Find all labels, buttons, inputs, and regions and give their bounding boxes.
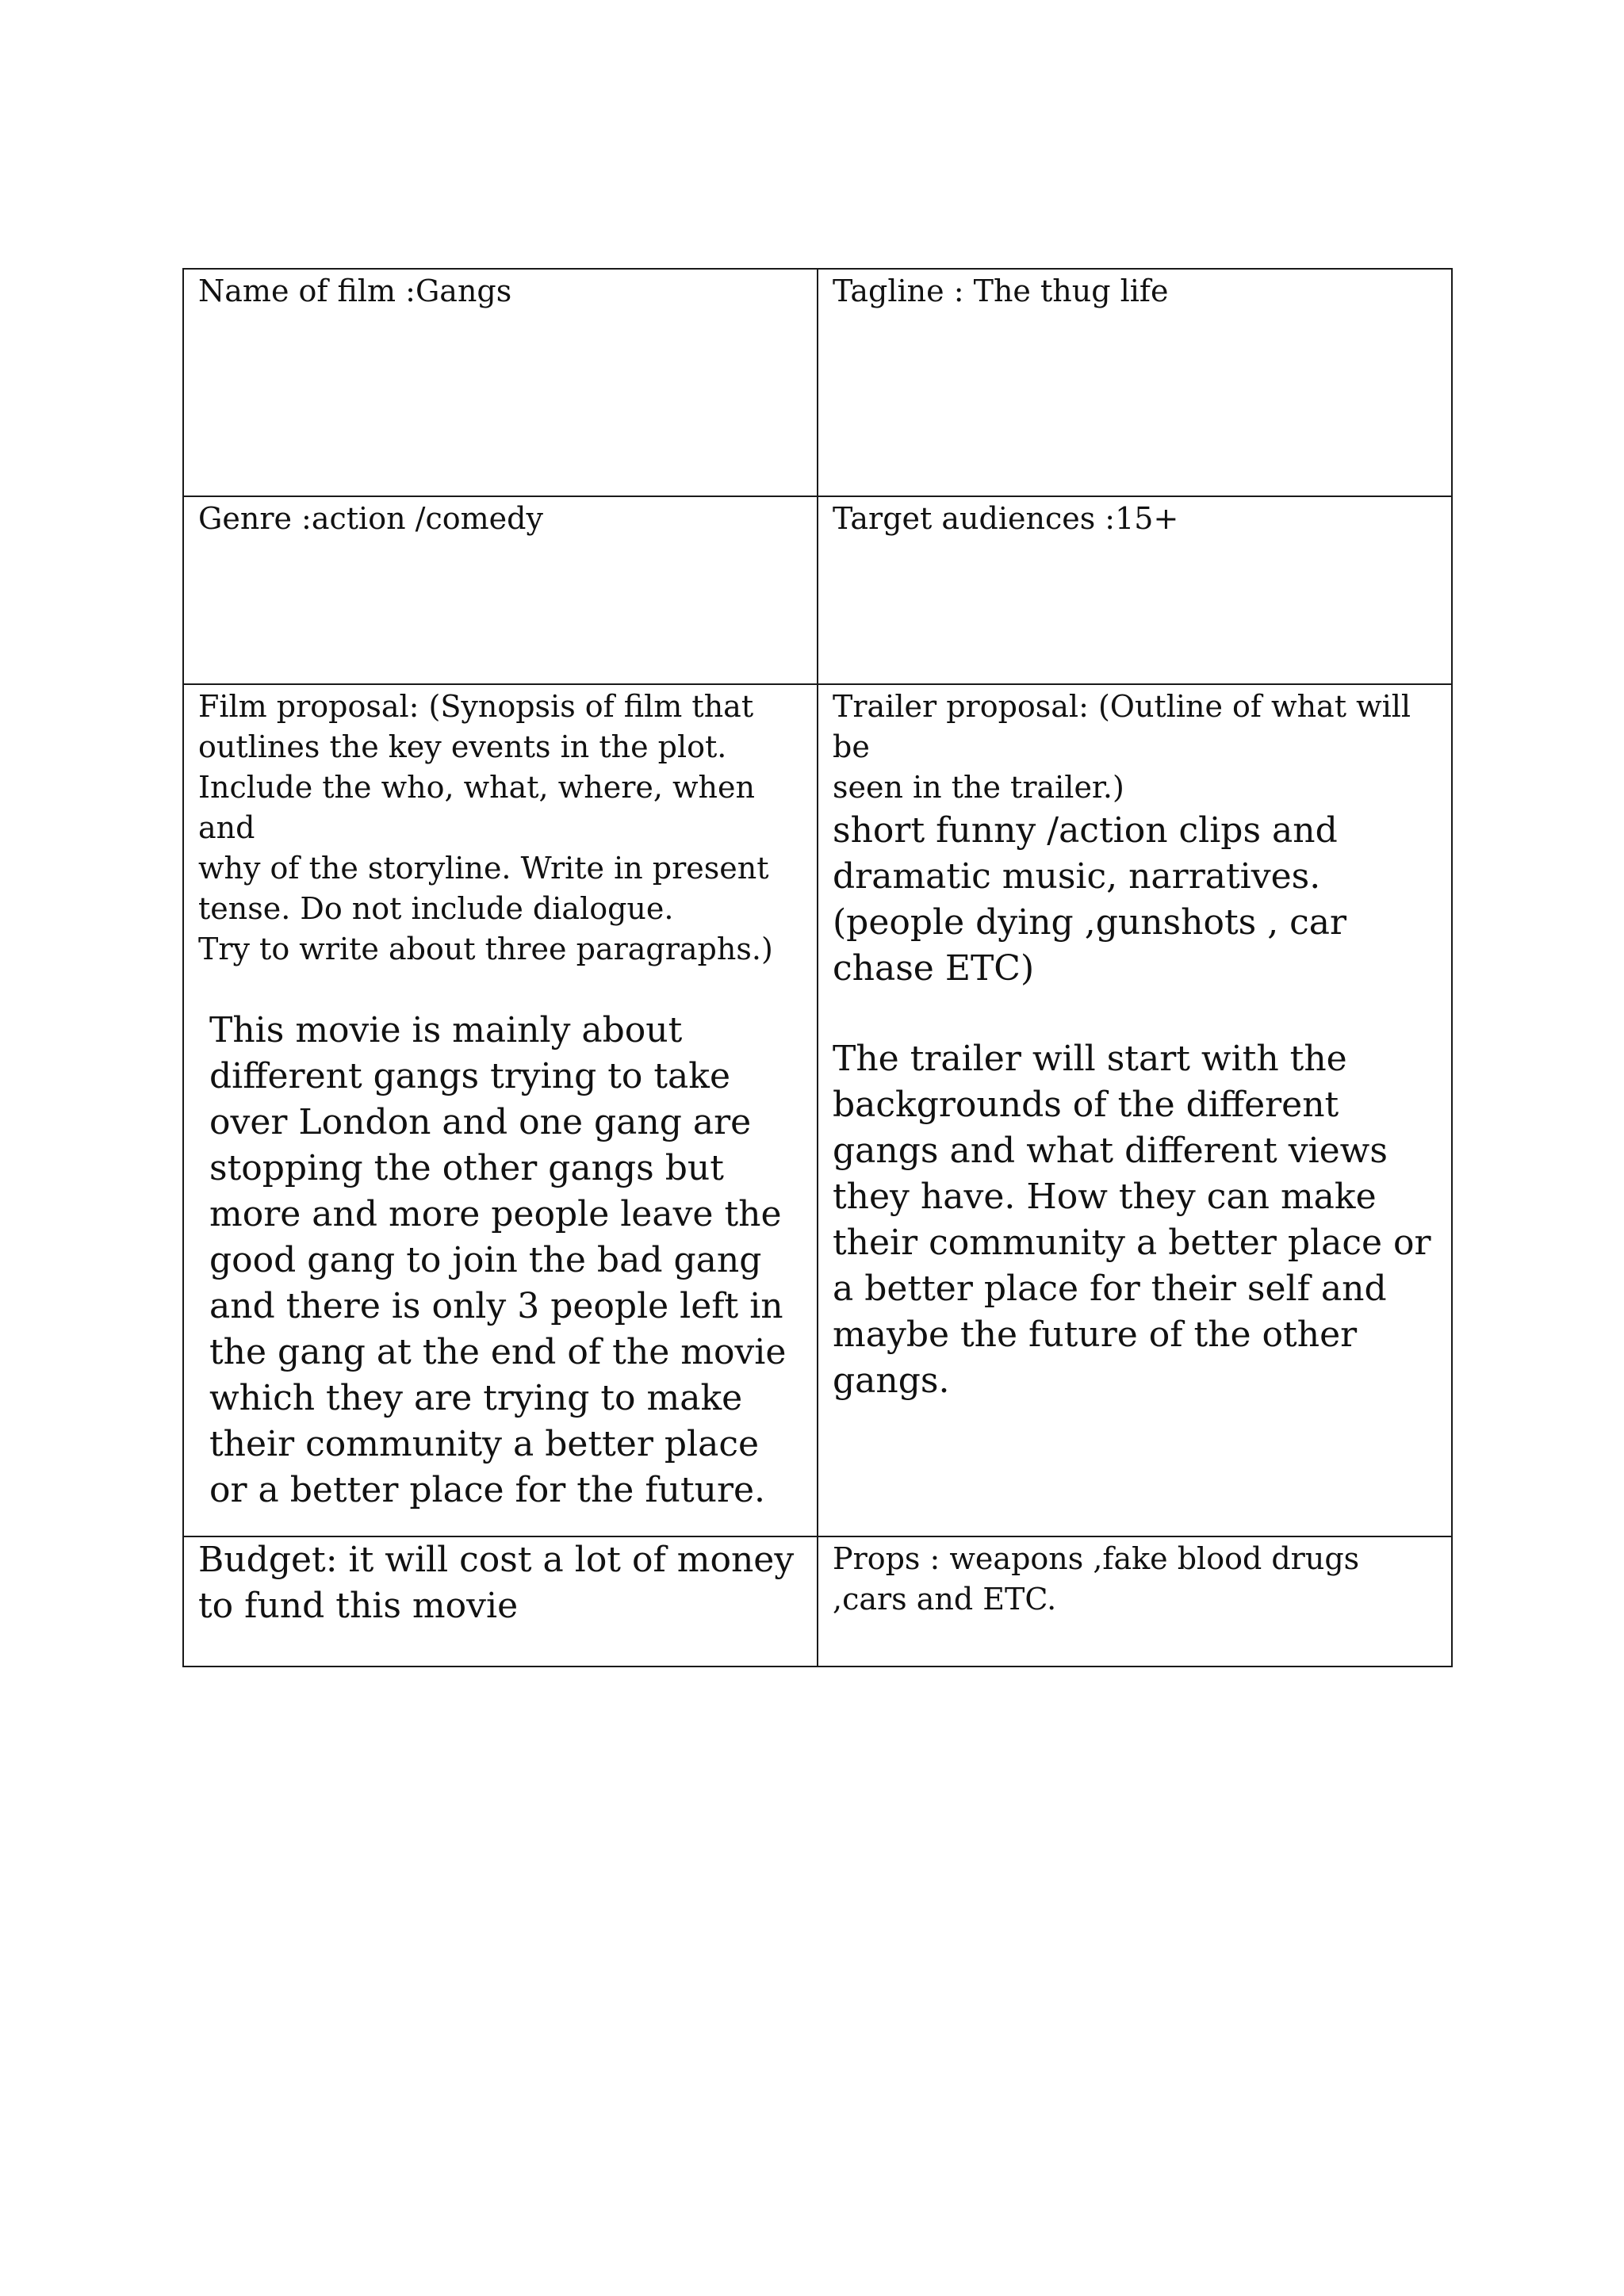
trailer-proposal-cell: [818, 684, 1452, 1536]
film-proposal-table: [182, 268, 1453, 1667]
prompt-line: outlines the key events in the plot.: [198, 729, 727, 764]
trailer-proposal-body-1: short funny /action clips and dramatic music, narratives.(people dying ,gunshots , car chase ETC): [833, 810, 1347, 989]
name-of-film-cell: [183, 269, 818, 496]
genre-text: Genre :action /comedy: [198, 501, 543, 536]
budget-cell: [183, 1536, 818, 1667]
film-proposal-body: This movie is mainly about different gangs trying to take over London and one gang are stopping the other gangs but more and more people leave the good gang to join the bad gang and there is only 3 people left in the gang at the end of the movie which they are trying to make their community a better place or a better place for the future.: [209, 1010, 787, 1510]
prompt-line: why of the storyline. Write in present: [198, 851, 769, 886]
film-proposal-prompt: [198, 687, 802, 970]
prompt-line: Include the who, what, where, when and: [198, 770, 755, 845]
target-audiences-text: Target audiences :15+: [833, 501, 1179, 536]
film-proposal-cell: [183, 684, 818, 1536]
prompt-line: Film proposal: (Synopsis of film that: [198, 689, 754, 724]
trailer-proposal-body-2: The trailer will start with the backgrounds of the different gangs and what different views they have. How they can make their community a better place or a better place for their self and maybe the future of the other gangs.: [833, 1039, 1431, 1401]
props-text: Props : weapons ,fake blood drugs ,cars and ETC.: [833, 1541, 1360, 1617]
name-of-film-text: Name of film :Gangs: [198, 274, 512, 308]
genre-cell: [183, 496, 818, 684]
prompt-line: seen in the trailer.): [833, 770, 1124, 805]
prompt-line: Try to write about three paragraphs.): [198, 932, 773, 966]
table-row: [183, 496, 1452, 684]
trailer-proposal-prompt: [833, 687, 1437, 808]
table-row: [183, 1536, 1452, 1667]
prompt-line: tense. Do not include dialogue.: [198, 891, 674, 926]
props-cell: [818, 1536, 1452, 1667]
prompt-line: Trailer proposal: (Outline of what will be: [833, 689, 1411, 764]
table-row: [183, 269, 1452, 496]
tagline-cell: [818, 269, 1452, 496]
table-row: [183, 684, 1452, 1536]
budget-text: Budget: it will cost a lot of money to fund this movie: [198, 1540, 795, 1626]
tagline-text: Tagline : The thug life: [833, 274, 1169, 308]
target-audiences-cell: [818, 496, 1452, 684]
